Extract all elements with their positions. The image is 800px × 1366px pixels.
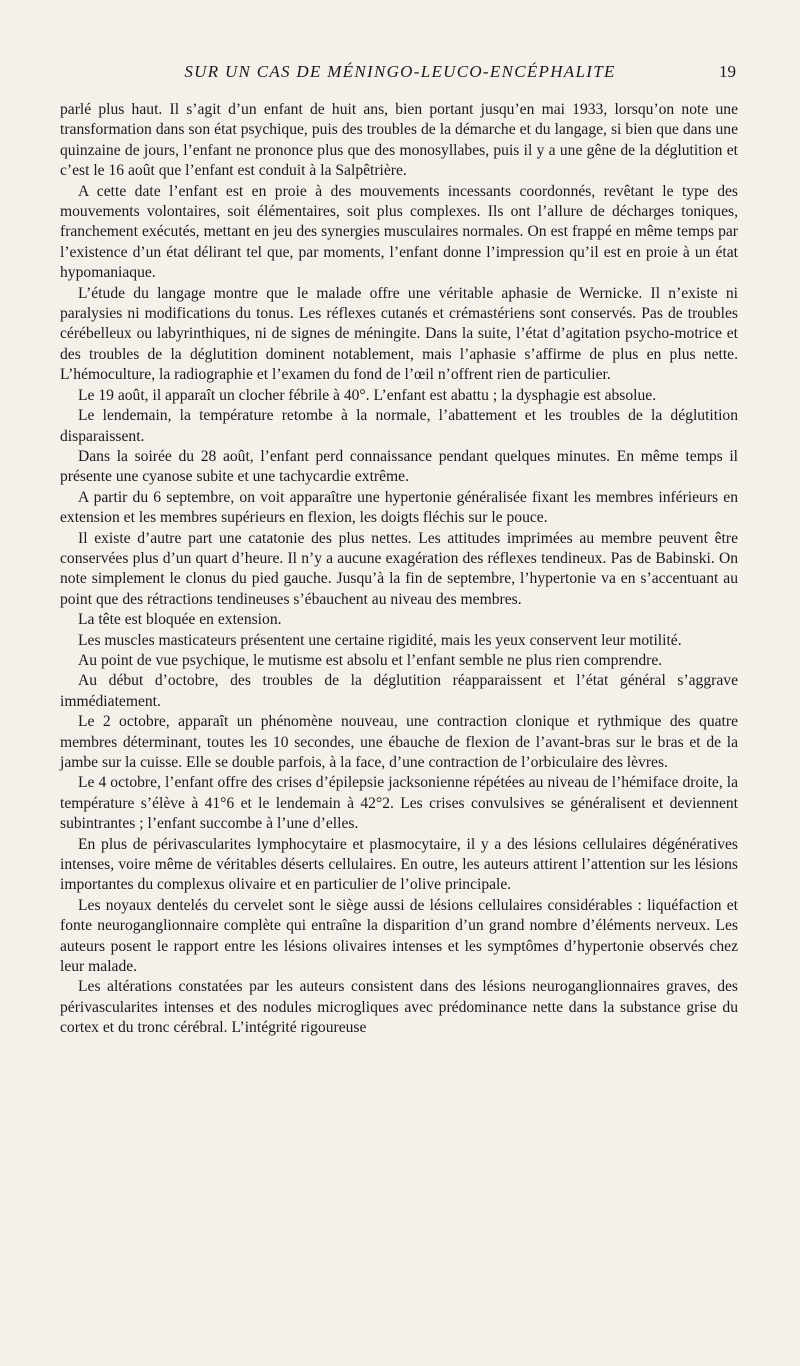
paragraph: Le 19 août, il apparaît un clocher fébrile à 40°. L’enfant est abattu ; la dysphagie est absolue.	[78, 386, 657, 404]
paragraph: Dans la soirée du 28 août, l’enfant perd connaissance pendant quelques minutes. En même temps il présente une cyanose subite et une tachycardie extrême.	[60, 447, 738, 486]
paragraph: parlé plus haut. Il s’agit d’un enfant de huit ans, bien portant jusqu’en mai 1933, lorsqu’on note une transformation dans son état psychique, puis des troubles de la démarche et du langage, si bien que dans une quinzaine de jours, l’enfant ne prononce plus que des monosyllabes, puis il y a une gêne de la déglutition et c’est le 16 août que l’enfant est conduit à la Salpêtrière.	[60, 101, 738, 180]
paragraph: A cette date l’enfant est en proie à des mouvements incessants coordonnés, revêtant le type des mouvements volontaires, soit élémentaires, soit plus complexes. Ils ont l’allure de décharges toniques, franchement exécutés, mettant en jeu des synergies musculaires normales. On est frappé en même temps par l’existence d’un état délirant tel que, par moments, l’enfant donne l’impression qu’il est en proie à un état hypomaniaque.	[60, 182, 738, 282]
page-number: 19	[719, 62, 736, 81]
paragraph: L’étude du langage montre que le malade offre une véritable aphasie de Wernicke. Il n’existe ni paralysies ni modifications du tonus. Les réflexes cutanés et crémastériens sont conservés. Pas de troubles cérébelleux ou labyrinthiques, ni de signes de méningite. Dans la suite, l’état d’agitation psycho-motrice et des troubles de la déglutition dominent notablement, mais l’aphasie s’affirme de plus en plus nette. L’hémoculture, la radiographie et l’examen du fond de l’œil n’offrent rien de particulier.	[60, 284, 738, 384]
paragraph: Le 4 octobre, l’enfant offre des crises d’épilepsie jacksonienne répétées au niveau de l’hémiface droite, la température s’élève à 41°6 et le lendemain à 42°2. Les crises convulsives se généralisent et deviennent subintrantes ; l’enfant succombe à l’une d’elles.	[60, 774, 738, 833]
running-title: SUR UN CAS DE MÉNINGO-LEUCO-ENCÉPHALITE	[184, 62, 616, 81]
paragraph: Le 2 octobre, apparaît un phénomène nouveau, une contraction clonique et rythmique des quatre membres déterminant, toutes les 10 secondes, une ébauche de flexion de l’avant-bras sur le bras et de la jambe sur la cuisse. Elle se double parfois, à la face, d’une contraction de l’orbiculaire des lèvres.	[60, 713, 738, 771]
paragraph: Les noyaux dentelés du cervelet sont le siège aussi de lésions cellulaires considérables : liquéfaction et fonte neuroganglionnaire complète qui entraîne la disparition d’un grand nombre d’éléments nerveux. Les auteurs posent le rapport entre les lésions olivaires intenses et les symptômes d’hypertonie observés chez leur malade.	[60, 896, 738, 976]
paragraph: Les muscles masticateurs présentent une certaine rigidité, mais les yeux conservent leur motilité.	[78, 631, 682, 649]
paragraph: Au début d’octobre, des troubles de la déglutition réapparaissent et l’état général s’aggrave immédiatement.	[60, 672, 738, 710]
paragraph: A partir du 6 septembre, on voit apparaître une hypertonie généralisée fixant les membres inférieurs en extension et les membres supérieurs en flexion, les doigts fléchis sur le pouce.	[60, 488, 738, 527]
paragraph: En plus de périvascularites lymphocytaire et plasmocytaire, il y a des lésions cellulaires dégénératives intenses, voire même de véritables déserts cellulaires. En outre, les auteurs attirent l’attention sur les lésions importantes du complexus olivaire et en particulier de l’olive principale.	[60, 835, 738, 894]
body-text	[60, 100, 738, 1039]
paragraph: Au point de vue psychique, le mutisme est absolu et l’enfant semble ne plus rien comprendre.	[78, 651, 663, 669]
page-header	[60, 62, 740, 88]
paragraph: Il existe d’autre part une catatonie des plus nettes. Les attitudes imprimées au membre peuvent être conservées plus d’un quart d’heure. Il n’y a aucune exagération des réflexes tendineux. Pas de Babinski. On note simplement le clonus du pied gauche. Jusqu’à la fin de septembre, l’hypertonie va en s’accentuant au point que des rétractions tendineuses s’ébauchent au niveau des membres.	[60, 529, 738, 608]
paragraph: La tête est bloquée en extension.	[78, 611, 282, 629]
paragraph: Les altérations constatées par les auteurs consistent dans des lésions neuroganglionnaires graves, des périvascularites intenses et des nodules microgliques avec prédominance nette dans la substance grise du cortex et du tronc cérébral. L’intégrité rigoureuse	[60, 978, 738, 1037]
paragraph: Le lendemain, la température retombe à la normale, l’abattement et les troubles de la déglutition disparaissent.	[60, 407, 738, 445]
